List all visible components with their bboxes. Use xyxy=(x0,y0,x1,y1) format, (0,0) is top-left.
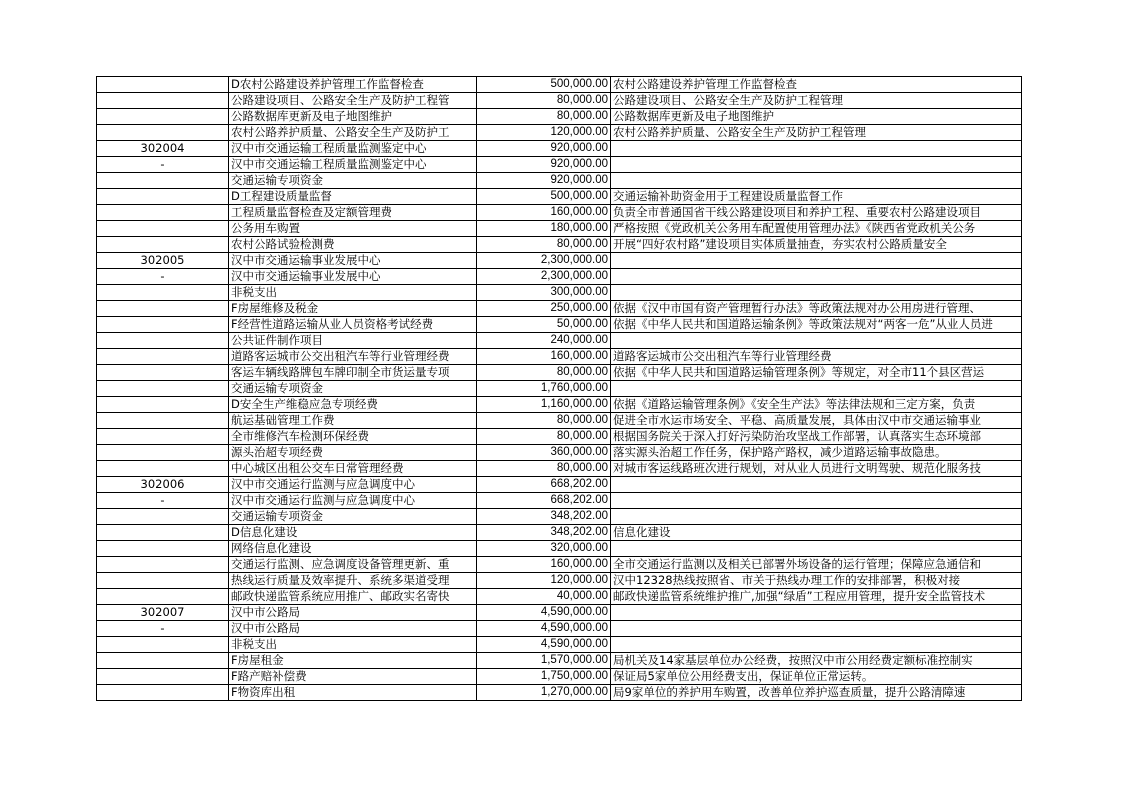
table-row xyxy=(97,397,1022,413)
row-desc-cell xyxy=(611,493,1022,509)
row-code-cell xyxy=(97,301,229,317)
row-amount-cell: 80,000.00 xyxy=(477,429,611,445)
row-amount-cell: 120,000.00 xyxy=(477,125,611,141)
row-name-cell: F经营性道路运输从业人员资格考试经费 xyxy=(229,317,477,333)
row-code-cell xyxy=(97,349,229,365)
row-code-cell: 302006 xyxy=(97,477,229,493)
row-code-cell xyxy=(97,461,229,477)
row-name-cell: F物资库出租 xyxy=(229,685,477,701)
row-name-cell: 汉中市公路局 xyxy=(229,605,477,621)
row-code-cell: 302004 xyxy=(97,141,229,157)
row-name-cell: 汉中市交通运行监测与应急调度中心 xyxy=(229,493,477,509)
row-code-cell xyxy=(97,397,229,413)
row-name-cell: 道路客运城市公交出租汽车等行业管理经费 xyxy=(229,349,477,365)
row-amount-cell: 80,000.00 xyxy=(477,237,611,253)
table-row xyxy=(97,333,1022,349)
row-code-cell xyxy=(97,669,229,685)
row-code-cell: - xyxy=(97,157,229,173)
row-amount-cell: 668,202.00 xyxy=(477,493,611,509)
table-row xyxy=(97,605,1022,621)
row-name-cell: D安全生产维稳应急专项经费 xyxy=(229,397,477,413)
table-row xyxy=(97,621,1022,637)
row-amount-cell: 160,000.00 xyxy=(477,205,611,221)
row-code-cell xyxy=(97,221,229,237)
row-code-cell xyxy=(97,445,229,461)
row-code-cell xyxy=(97,125,229,141)
row-amount-cell: 80,000.00 xyxy=(477,109,611,125)
table-row xyxy=(97,349,1022,365)
row-desc-cell: 局机关及14家基层单位办公经费，按照汉中市公用经费定额标准控制实 xyxy=(611,653,1022,669)
row-desc-cell xyxy=(611,381,1022,397)
table-row xyxy=(97,653,1022,669)
row-name-cell: 交通运输专项资金 xyxy=(229,173,477,189)
row-code-cell xyxy=(97,573,229,589)
row-amount-cell: 80,000.00 xyxy=(477,365,611,381)
table-row xyxy=(97,157,1022,173)
table-row xyxy=(97,93,1022,109)
table-row xyxy=(97,317,1022,333)
table-row xyxy=(97,589,1022,605)
row-desc-cell xyxy=(611,333,1022,349)
row-amount-cell: 348,202.00 xyxy=(477,509,611,525)
table-row xyxy=(97,253,1022,269)
row-amount-cell: 500,000.00 xyxy=(477,189,611,205)
table-row xyxy=(97,669,1022,685)
table-row xyxy=(97,109,1022,125)
table-row xyxy=(97,285,1022,301)
table-row xyxy=(97,541,1022,557)
row-desc-cell: 全市交通运行监测以及相关已部署外场设备的运行管理；保障应急通信和 xyxy=(611,557,1022,573)
budget-table xyxy=(96,76,1022,701)
row-desc-cell: 落实源头治超工作任务，保护路产路权，减少道路运输事故隐患。 xyxy=(611,445,1022,461)
row-desc-cell: 交通运输补助资金用于工程建设质量监督工作 xyxy=(611,189,1022,205)
row-amount-cell: 500,000.00 xyxy=(477,77,611,93)
row-desc-cell: 保证局5家单位公用经费支出，保证单位正常运转。 xyxy=(611,669,1022,685)
row-code-cell xyxy=(97,109,229,125)
row-name-cell: 客运车辆线路牌包车牌印制全市货运量专项 xyxy=(229,365,477,381)
row-amount-cell: 240,000.00 xyxy=(477,333,611,349)
row-amount-cell: 1,570,000.00 xyxy=(477,653,611,669)
row-desc-cell xyxy=(611,509,1022,525)
table-row xyxy=(97,125,1022,141)
row-desc-cell xyxy=(611,173,1022,189)
row-desc-cell: 邮政快递监管系统维护推广,加强“绿盾”工程应用管理，提升安全监管技术 xyxy=(611,589,1022,605)
row-code-cell xyxy=(97,237,229,253)
row-amount-cell: 2,300,000.00 xyxy=(477,269,611,285)
table-row xyxy=(97,461,1022,477)
row-amount-cell: 920,000.00 xyxy=(477,157,611,173)
row-name-cell: 航运基础管理工作费 xyxy=(229,413,477,429)
row-desc-cell: 依据《道路运输管理条例》《安全生产法》等法律法规和三定方案，负责 xyxy=(611,397,1022,413)
table-row xyxy=(97,413,1022,429)
row-desc-cell: 促进全市水运市场安全、平稳、高质量发展，具体由汉中市交通运输事业 xyxy=(611,413,1022,429)
row-amount-cell: 120,000.00 xyxy=(477,573,611,589)
row-desc-cell xyxy=(611,269,1022,285)
row-amount-cell: 1,750,000.00 xyxy=(477,669,611,685)
table-row xyxy=(97,173,1022,189)
row-code-cell: 302005 xyxy=(97,253,229,269)
table-row xyxy=(97,525,1022,541)
row-code-cell xyxy=(97,285,229,301)
row-code-cell xyxy=(97,653,229,669)
table-row xyxy=(97,637,1022,653)
row-amount-cell: 4,590,000.00 xyxy=(477,621,611,637)
row-amount-cell: 1,160,000.00 xyxy=(477,397,611,413)
row-name-cell: 非税支出 xyxy=(229,637,477,653)
row-desc-cell: 依据《中华人民共和国道路运输管理条例》等规定，对全市11个县区营运 xyxy=(611,365,1022,381)
row-desc-cell: 严格按照《党政机关公务用车配置使用管理办法》《陕西省党政机关公务 xyxy=(611,221,1022,237)
row-name-cell: 汉中市交通运输事业发展中心 xyxy=(229,253,477,269)
row-code-cell xyxy=(97,205,229,221)
row-desc-cell: 根据国务院关于深入打好污染防治攻坚战工作部署，认真落实生态环境部 xyxy=(611,429,1022,445)
table-row xyxy=(97,381,1022,397)
table-row xyxy=(97,269,1022,285)
row-code-cell xyxy=(97,317,229,333)
row-name-cell: F房屋维修及税金 xyxy=(229,301,477,317)
row-name-cell: 邮政快递监管系统应用推广、邮政实名寄快 xyxy=(229,589,477,605)
row-desc-cell xyxy=(611,253,1022,269)
row-name-cell: 公共证件制作项目 xyxy=(229,333,477,349)
row-name-cell: 农村公路试验检测费 xyxy=(229,237,477,253)
row-desc-cell xyxy=(611,637,1022,653)
row-name-cell: D信息化建设 xyxy=(229,525,477,541)
table-row xyxy=(97,685,1022,701)
row-amount-cell: 180,000.00 xyxy=(477,221,611,237)
row-desc-cell: 开展“四好农村路”建设项目实体质量抽查，夯实农村公路质量安全 xyxy=(611,237,1022,253)
row-code-cell xyxy=(97,413,229,429)
row-amount-cell: 360,000.00 xyxy=(477,445,611,461)
row-amount-cell: 668,202.00 xyxy=(477,477,611,493)
row-name-cell: 全市维修汽车检测环保经费 xyxy=(229,429,477,445)
row-amount-cell: 300,000.00 xyxy=(477,285,611,301)
table-row xyxy=(97,189,1022,205)
row-code-cell xyxy=(97,685,229,701)
row-code-cell xyxy=(97,381,229,397)
table-row xyxy=(97,477,1022,493)
row-name-cell: 交通运输专项资金 xyxy=(229,509,477,525)
row-desc-cell: 依据《汉中市国有资产管理暂行办法》等政策法规对办公用房进行管理、 xyxy=(611,301,1022,317)
row-name-cell: 非税支出 xyxy=(229,285,477,301)
row-desc-cell: 公路数据库更新及电子地图维护 xyxy=(611,109,1022,125)
table-row xyxy=(97,573,1022,589)
row-name-cell: 公路数据库更新及电子地图维护 xyxy=(229,109,477,125)
row-desc-cell: 负责全市普通国省干线公路建设项目和养护工程、重要农村公路建设项目 xyxy=(611,205,1022,221)
row-code-cell: - xyxy=(97,269,229,285)
row-desc-cell xyxy=(611,621,1022,637)
table-row xyxy=(97,141,1022,157)
row-code-cell xyxy=(97,429,229,445)
row-name-cell: 公路建设项目、公路安全生产及防护工程管 xyxy=(229,93,477,109)
row-amount-cell: 80,000.00 xyxy=(477,413,611,429)
row-desc-cell: 对城市客运线路班次进行规划，对从业人员进行文明驾驶、规范化服务技 xyxy=(611,461,1022,477)
table-row xyxy=(97,365,1022,381)
row-desc-cell xyxy=(611,285,1022,301)
row-name-cell: 网络信息化建设 xyxy=(229,541,477,557)
row-name-cell: 汉中市交通运输工程质量监测鉴定中心 xyxy=(229,141,477,157)
row-code-cell xyxy=(97,189,229,205)
row-amount-cell: 920,000.00 xyxy=(477,141,611,157)
row-amount-cell: 40,000.00 xyxy=(477,589,611,605)
row-desc-cell xyxy=(611,605,1022,621)
table-row xyxy=(97,557,1022,573)
table-row xyxy=(97,221,1022,237)
row-desc-cell: 道路客运城市公交出租汽车等行业管理经费 xyxy=(611,349,1022,365)
row-name-cell: 汉中市交通运输工程质量监测鉴定中心 xyxy=(229,157,477,173)
row-code-cell xyxy=(97,557,229,573)
budget-table-body xyxy=(97,77,1022,701)
row-name-cell: 公务用车购置 xyxy=(229,221,477,237)
row-name-cell: 农村公路养护质量、公路安全生产及防护工 xyxy=(229,125,477,141)
row-name-cell: 汉中市公路局 xyxy=(229,621,477,637)
row-code-cell xyxy=(97,333,229,349)
table-row xyxy=(97,493,1022,509)
row-code-cell xyxy=(97,589,229,605)
row-name-cell: F房屋租金 xyxy=(229,653,477,669)
row-name-cell: 汉中市交通运行监测与应急调度中心 xyxy=(229,477,477,493)
row-name-cell: 工程质量监督检查及定额管理费 xyxy=(229,205,477,221)
row-name-cell: 汉中市交通运输事业发展中心 xyxy=(229,269,477,285)
table-row xyxy=(97,237,1022,253)
row-desc-cell: 公路建设项目、公路安全生产及防护工程管理 xyxy=(611,93,1022,109)
row-amount-cell: 4,590,000.00 xyxy=(477,605,611,621)
row-desc-cell xyxy=(611,541,1022,557)
row-amount-cell: 50,000.00 xyxy=(477,317,611,333)
row-desc-cell: 信息化建设 xyxy=(611,525,1022,541)
row-name-cell: D农村公路建设养护管理工作监督检查 xyxy=(229,77,477,93)
row-name-cell: 交通运输专项资金 xyxy=(229,381,477,397)
row-desc-cell: 农村公路养护质量、公路安全生产及防护工程管理 xyxy=(611,125,1022,141)
row-code-cell xyxy=(97,365,229,381)
row-desc-cell xyxy=(611,477,1022,493)
row-name-cell: F路产赔补偿费 xyxy=(229,669,477,685)
row-code-cell: - xyxy=(97,493,229,509)
row-code-cell: 302007 xyxy=(97,605,229,621)
row-amount-cell: 320,000.00 xyxy=(477,541,611,557)
row-code-cell xyxy=(97,637,229,653)
row-amount-cell: 4,590,000.00 xyxy=(477,637,611,653)
row-amount-cell: 80,000.00 xyxy=(477,461,611,477)
row-amount-cell: 160,000.00 xyxy=(477,557,611,573)
row-code-cell xyxy=(97,509,229,525)
row-desc-cell: 汉中12328热线按照省、市关于热线办理工作的安排部署，积极对接 xyxy=(611,573,1022,589)
row-amount-cell: 80,000.00 xyxy=(477,93,611,109)
table-row xyxy=(97,301,1022,317)
row-amount-cell: 160,000.00 xyxy=(477,349,611,365)
row-code-cell xyxy=(97,173,229,189)
row-code-cell xyxy=(97,77,229,93)
table-row xyxy=(97,77,1022,93)
row-code-cell xyxy=(97,541,229,557)
row-desc-cell xyxy=(611,141,1022,157)
row-amount-cell: 1,270,000.00 xyxy=(477,685,611,701)
row-amount-cell: 2,300,000.00 xyxy=(477,253,611,269)
row-name-cell: 源头治超专项经费 xyxy=(229,445,477,461)
row-desc-cell: 局9家单位的养护用车购置，改善单位养护巡查质量，提升公路清障速 xyxy=(611,685,1022,701)
table-row xyxy=(97,205,1022,221)
row-amount-cell: 348,202.00 xyxy=(477,525,611,541)
row-code-cell xyxy=(97,525,229,541)
row-name-cell: 中心城区出租公交车日常管理经费 xyxy=(229,461,477,477)
row-desc-cell xyxy=(611,157,1022,173)
row-code-cell: - xyxy=(97,621,229,637)
row-desc-cell: 依据《中华人民共和国道路运输条例》等政策法规对“两客一危”从业人员进 xyxy=(611,317,1022,333)
row-desc-cell: 农村公路建设养护管理工作监督检查 xyxy=(611,77,1022,93)
row-name-cell: D工程建设质量监督 xyxy=(229,189,477,205)
row-amount-cell: 1,760,000.00 xyxy=(477,381,611,397)
row-amount-cell: 250,000.00 xyxy=(477,301,611,317)
table-row xyxy=(97,429,1022,445)
table-row xyxy=(97,445,1022,461)
row-name-cell: 热线运行质量及效率提升、系统多渠道受理 xyxy=(229,573,477,589)
table-row xyxy=(97,509,1022,525)
row-amount-cell: 920,000.00 xyxy=(477,173,611,189)
row-name-cell: 交通运行监测、应急调度设备管理更新、重 xyxy=(229,557,477,573)
row-code-cell xyxy=(97,93,229,109)
